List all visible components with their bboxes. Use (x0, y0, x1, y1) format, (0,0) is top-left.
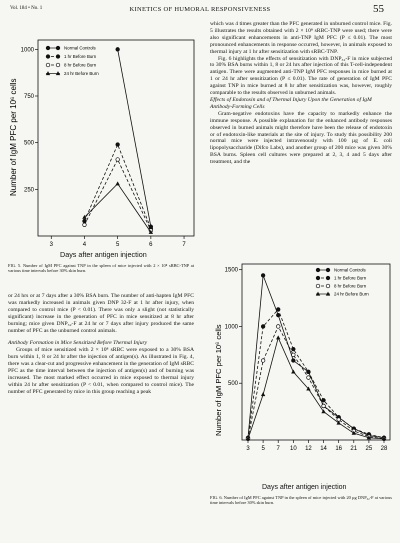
legend-label: Normal Controls (334, 267, 366, 273)
left-column-bottom (8, 293, 194, 396)
data-point (261, 392, 265, 396)
x-tick-label: 5 (115, 242, 120, 248)
fig5-xlabel: Days after antigen injection (60, 250, 147, 259)
fig6-caption (210, 495, 392, 505)
figure-6-chart (210, 258, 396, 470)
fig5-caption (8, 263, 194, 273)
fig5-caption-text: Number of IgM PFC against TNP in the spleen of mice injected with 2 × 10⁸ sRBC-TNP at various time intervals before 30% skin burn. (8, 263, 194, 274)
data-point (56, 55, 60, 59)
x-tick-label: 28 (380, 446, 388, 452)
data-point (316, 292, 320, 296)
figure-5-chart (4, 26, 204, 250)
x-tick-label: 4 (82, 242, 87, 248)
paragraph: Gram-negative endotoxins have the capacity to markedly enhance the immune response. A possible explanation for the enhanced antibody responses observed in burned animals might therefore have been the release of endotoxin or of endotoxin-like materials at the site of injury. To study this possibility 200 normal mice were injected intravenously with 100 µg of E. coli lipopolysaccharide (Difco Labs), and another group of 200 mice was given 30% BSA burns. Spleen cell cultures were prepared at 2, 3, 4 and 5 days after treatment, and the (210, 110, 392, 166)
data-point (326, 276, 330, 280)
data-point (276, 325, 280, 329)
page-number: 55 (373, 3, 384, 15)
legend-label: Normal Controls (64, 45, 96, 51)
data-point (307, 370, 311, 374)
data-point (115, 181, 119, 185)
legend-label: 8 hr Before Burn (334, 283, 367, 289)
section-title-antibody-formation: Antibody Formation in Mice Sensitized Before Thermal Injury (8, 340, 148, 347)
data-point (276, 308, 280, 312)
plot-frame (38, 40, 194, 236)
legend-label: 1 hr Before Burn (334, 275, 367, 281)
x-tick-label: 25 (365, 446, 373, 452)
legend-label: 24 hr Before Burn (64, 71, 99, 77)
y-tick-label: 1000 (20, 47, 34, 54)
series-line (84, 184, 150, 233)
y-tick-label: 250 (23, 187, 34, 194)
series-line (248, 275, 384, 437)
y-tick-label: 1500 (224, 267, 238, 274)
running-header-volume: Vol. 184 • No. 1 (10, 6, 43, 11)
data-point (316, 284, 320, 288)
y-tick-label: 750 (23, 94, 34, 100)
fig6-caption-text: Number of IgM PFC against TNP in the spleen of mice injected with 20 µg DNP₃₂-F at various time intervals before 30% skin burn. (210, 495, 392, 506)
fig6-plot-area (225, 264, 390, 452)
data-point (116, 143, 120, 147)
series-line (84, 159, 150, 230)
fig5-caption-label: FIG. 5. (8, 263, 22, 268)
data-point (326, 268, 330, 272)
fig6-xlabel: Days after antigen injection (262, 484, 347, 491)
data-point (83, 223, 87, 227)
x-tick-label: 14 (320, 446, 327, 452)
data-point (322, 398, 326, 402)
data-point (56, 71, 60, 75)
legend-label: 24 hr Before Burn (334, 291, 369, 297)
data-point (46, 46, 50, 50)
data-point (46, 71, 50, 75)
right-column-top (210, 21, 392, 166)
data-point (276, 335, 280, 339)
data-point (292, 347, 296, 351)
x-tick-label: 3 (246, 446, 250, 452)
paragraph: which was 4 times greater than the PFC generated in unburned control mice. Fig. 5 illustrates the results obtained with 2 × 10⁸ sRBC-TNP were used; there were also significant enhancements in anti-TNP IgM PFC (P ≤ 0.01). The most pronounced enhancements in response occurred, however, in animals exposed to thermal injury at 1 hr after sensitization with sRBC-TNP. (210, 21, 392, 55)
series-line (118, 49, 151, 226)
y-tick-label: 1000 (224, 324, 238, 331)
fig5-ylabel: Number of IgM PFC per 10⁶ cells (9, 78, 18, 196)
data-point (56, 46, 60, 50)
running-header-title: KINETICS OF HUMORAL RESPONSIVENESS (129, 6, 271, 13)
legend-label: 1 hr Before Burn (64, 54, 97, 60)
x-tick-label: 12 (305, 446, 312, 452)
section-title-endotoxin: Effects of Endotoxin and of Thermal Injury Upon the Generation of IgM Antibody-Forming Cells (210, 96, 372, 110)
plot-frame (242, 264, 390, 440)
data-point (326, 292, 330, 296)
paragraph: Fig. 6 highlights the effects of sensitization with DNP₃₂-F in mice subjected to 30% BSA burns within 1, 8 or 24 hrs after injection of this T-cell-independent antigen. There were augmented anti-TNP IgM PFC responses in mice burned at 1 or 24 hr after sensitization (P ≤ 0.01). The rate of generation of IgM PFC against TNP in mice burned at 8 hr after sensitization was, however, roughly comparable to the results observed in unburned animals. (210, 55, 392, 97)
data-point (316, 268, 320, 272)
data-point (116, 48, 120, 52)
x-tick-label: 10 (289, 446, 297, 452)
legend-label: 8 hr Before Burn (64, 62, 97, 68)
fig6-caption-label: FIG. 6. (210, 495, 223, 500)
fig5-plot-area (21, 40, 194, 248)
x-tick-label: 21 (350, 446, 358, 452)
x-tick-label: 7 (276, 446, 280, 452)
data-point (116, 158, 120, 162)
data-point (316, 276, 320, 280)
paragraph: or 24 hrs or at 7 days after a 30% BSA burn. The number of anti-hapten IgM PFC was markedly increased in animals given DNP 32-F at 1 hr after injury, when compared to control mice (P < 0.01). There was only a slight (not statistically significant) increase in the generation of PFC in mice sensitized at 8 hr after burning; mice given DNP₃₂-F at 24 hr or 7 days after injury produced the same number of PFC as the unburned control animals. (8, 293, 194, 334)
data-point (46, 63, 50, 67)
x-tick-label: 7 (182, 242, 186, 248)
data-point (46, 55, 50, 59)
data-point (292, 353, 296, 357)
paragraph: Groups of mice sensitized with 2 × 10⁸ sRBC were exposed to a 30% BSA burn within 1, 8 or 24 hr after the injection of antigen(s). As illustrated in Fig. 4, there was a clear-cut and progressive enhancement in the generation of IgM sRBC PFC as the time interval between the injection of antigen(s) and of burning was increased. The most marked effect occurred in mice exposed to thermal injury within 24 hr after sensitization (P < 0.01, when compared to control mice). The number of PFC generated by mice in this group reaching a peak (8, 347, 194, 395)
y-tick-label: 500 (227, 381, 238, 388)
data-point (261, 274, 265, 278)
y-tick-label: 500 (23, 140, 34, 147)
data-point (326, 284, 330, 288)
x-tick-label: 6 (149, 242, 153, 248)
series-line (84, 145, 150, 229)
x-tick-label: 5 (261, 446, 265, 452)
data-point (291, 369, 295, 373)
data-point (56, 63, 60, 67)
x-tick-label: 3 (49, 242, 53, 248)
series-line (248, 326, 384, 438)
data-point (261, 325, 265, 329)
data-point (307, 376, 311, 380)
x-tick-label: 16 (335, 446, 343, 452)
fig6-ylabel: Number of IgM PFC per 10⁶ cells (214, 324, 223, 436)
data-point (322, 404, 326, 408)
data-point (292, 359, 296, 363)
data-point (261, 359, 265, 363)
